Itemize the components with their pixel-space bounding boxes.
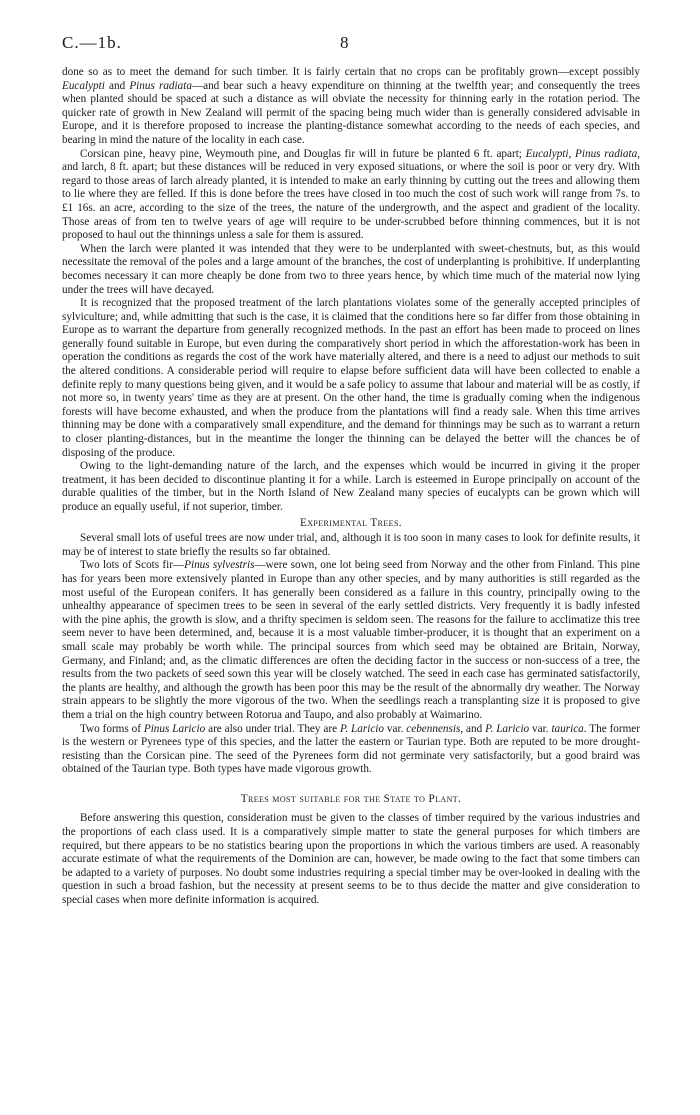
section-heading: Experimental Trees.: [299, 516, 403, 529]
paragraph: [62, 66, 640, 148]
paragraph: [62, 148, 640, 243]
italic-term: Eucalypti, Pinus radiata: [525, 147, 638, 160]
text-run: Before answering this question, consideration must be given to the classes of timber required by the various industries and the proportions of each class used. It is a comparatively simple matter to state the general purposes for which timbers are required, but there appears to be no statistics bearing upon the proportions in which the various timbers are used. A reasonably accurate estimate of what the requirements of the Dominion are can, however, be made owing to the fact that some timbers can be adapted to a variety of purposes. No doubt some industries requiring a special timber may be over-looked in dealing with the question in such a broad fashion, but the necessity at present seems to be to thus decide the matter and give consideration to special cases when more definite information is acquired.: [62, 812, 640, 907]
text-run: Several small lots of useful trees are now under trial, and, although it is too soon in many cases to look for definite results, it may be of interest to state briefly the results so far obtained.: [62, 532, 640, 558]
paragraph: [62, 532, 640, 559]
text-run: Two forms of: [80, 722, 144, 735]
italic-term: Pinus Laricio: [143, 722, 206, 735]
text-run: , and larch, 8 ft. apart; but these distances will be reduced in very exposed situations, or where the soil is poor or very dry. With regard to those areas of larch already planted, it is intended to make an early thinning by cutting out the trees and allowing them to lie where they are felled. If this is done before the trees have closed in too much the cost of such work will range from 7s. to £1 16s. an acre, according to the size of the trees, the nature of the undergrowth, and the aspect and gradient of the locality. Those areas of from ten to twelve years of age will require to be under-scrubbed before thinning commences, but it is not proposed to haul out the thinnings unless a sale for them is assured.: [62, 147, 640, 242]
text-run: It is recognized that the proposed treatment of the larch plantations violates some of the generally accepted principles of sylviculture; and, while admitting that such is the case, it is claimed that the conditions here so far differ from those obtaining in Europe as to warrant the departure from generally recognized methods. In the past an effort has been made to proceed on lines generally found suitable in Europe, but even during the comparatively short period in which the afforestation-work has been in operation the conditions as regards the cost of the work have materially altered, and there is a need to adjust our methods to suit the altered conditions. A considerable period will require to elapse before sufficient data will have been collected to enable a definite reply to many questions being given, and it would be a safe policy to assume that labour and material will be as costly, if not more so, in twenty years' time as they are at present. On the other hand, the time is gradually coming when the indigenous forests will have become exhausted, and when the produce from the plantations will find a ready sale. When this time arrives thinning may be done with a comparatively small expenditure, and the demand for thinnings may be such as to warrant a return to closer planting-distances, but in the meantime the longer the thinning can be delayed the better will the chances be of disposing of the produce.: [62, 297, 640, 459]
text-run: and: [104, 79, 130, 92]
paragraph: [62, 723, 640, 777]
text-run: . The former is the western or Pyrenees type of this species, and the latter the eastern or Taurian type. Both are reputed to be more drought-resisting than the Corsican pine. The seed of the Pyrenees form did not germinate very satisfactorily, but a good braird was obtained of the Taurian type. Both types have made vigorous growth.: [62, 722, 641, 776]
paragraph: [62, 559, 640, 722]
text-run: var.: [529, 722, 552, 735]
text-run: are also under trial. They are: [205, 722, 340, 735]
paragraph: [62, 812, 640, 907]
italic-term: Pinus sylvestris: [184, 559, 255, 572]
section-heading: Trees most suitable for the State to Plant.: [240, 792, 462, 805]
text-run: done so as to meet the demand for such timber. It is fairly certain that no crops can be profitably grown—except possibly: [62, 66, 640, 78]
text-run: Owing to the light-demanding nature of the larch, and the expenses which would be incurred in giving it the proper treatment, it has been decided to discontinue planting it for a while. Larch is esteemed in Europe principally on account of the durable qualities of the timber, but in the North Island of New Zealand many species of eucalypts can be grown which will produce an equally useful, if not superior, timber.: [62, 460, 640, 513]
italic-term: P. Laricio: [339, 722, 384, 735]
body-text: [62, 66, 640, 908]
text-run: , and: [460, 722, 486, 735]
paragraph: [62, 460, 640, 514]
text-run: —were sown, one lot being seed from Norway and the other from Finland. This pine has for years been more extensively planted in Europe than any other species, and by many authorities is still regarded as the most useful of the European conifers. It has generally been considered as a failure in this country, principally owing to the unhealthy appearance of specimen trees to be seen in several of the early settled districts. Very frequently it is badly infested with the pine aphis, the growth is slow, and a thrifty specimen is seldom seen. The reasons for the failure to acclimatize this tree seem never to have been determined, and, because it is a most valuable timber-producer, it is thought that an experiment on a small scale may probably be worth while. The principal sources from which seed may be obtained are Britain, Norway, Germany, and Finland; and, as the climatic differences are often the deciding factor in the success or non-success of a tree, the results from the two packets of seed sown this year will be closely watched. The seed in each case has germinated satisfactorily, the plants are healthy, and although the growth has been poor this may be the result of the abnormally dry weather. The Norway strain appears to be slightly the more vigorous of the two. When the seedlings reach a transplanting size it is proposed to give them a trial on the high country between Rotorua and Taupo, and also probably at Waimarino.: [62, 559, 641, 721]
italic-term: Pinus radiata: [129, 79, 192, 92]
report-code: C.—1b.: [62, 33, 122, 52]
italic-term: cebennensis: [406, 722, 461, 735]
italic-term: P. Laricio: [485, 722, 530, 735]
text-run: —and bear such a heavy expenditure on thinning at the twelfth year; and consequently the trees when planted should be spaced at such a distance as will obviate the necessity for thinning early in the rotation period. The quicker rate of growth in New Zealand will permit of the spacing being much wider than is generally considered advisable in Europe, and it is therefore proposed to increase the planting-distance somewhat according to the needs of each species, and bearing in mind the nature of the locality in each case.: [62, 79, 641, 146]
paragraph: [62, 297, 640, 460]
text-run: When the larch were planted it was intended that they were to be underplanted with sweet-chestnuts, but, as this would necessitate the removal of the poles and a large amount of the branches, the cost of underplanting is prohibitive. If underplanting becomes necessary it can more cheaply be done from two to three years hence, by which time much of the material now lying under the trees will have decayed.: [62, 242, 640, 296]
page-number: 8: [340, 33, 349, 52]
text-run: Two lots of Scots fir—: [80, 559, 185, 572]
italic-term: taurica: [551, 722, 584, 735]
text-run: Corsican pine, heavy pine, Weymouth pine, and Douglas fir will in future be planted 6 ft. apart;: [80, 147, 526, 160]
text-run: var.: [384, 722, 407, 735]
paragraph: [62, 243, 640, 297]
italic-term: Eucalypti: [62, 79, 105, 92]
